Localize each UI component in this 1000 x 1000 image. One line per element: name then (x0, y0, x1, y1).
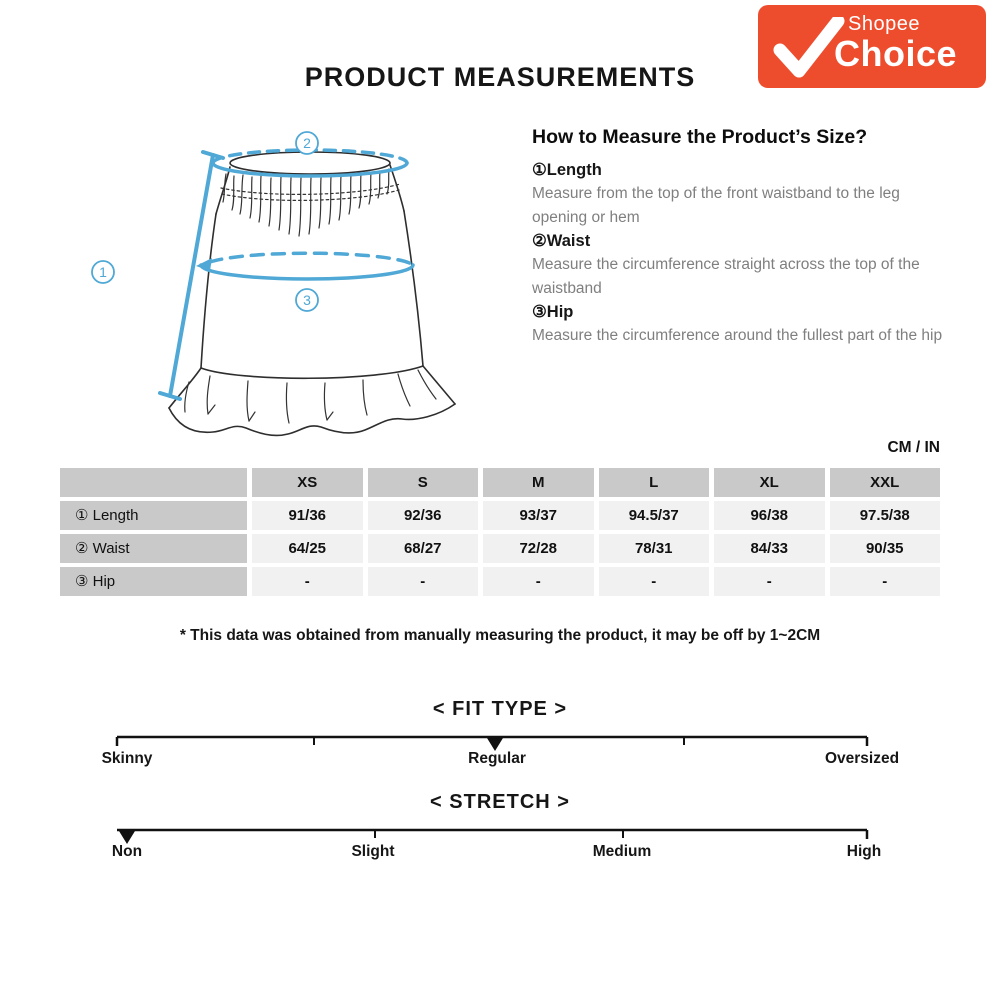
measure-guide-heading: How to Measure the Product’s Size? (532, 126, 868, 148)
length-s: 92/36 (368, 501, 479, 530)
table-header-s: S (368, 468, 479, 497)
guide-term-hip: ③Hip (532, 303, 574, 321)
table-header-l: L (599, 468, 710, 497)
hip-xxl: - (830, 567, 941, 596)
stretch-label-medium: Medium (592, 843, 652, 860)
table-header-xl: XL (714, 468, 825, 497)
skirt-measurement-diagram (58, 118, 478, 448)
measurement-disclaimer: * This data was obtained from manually measuring the product, it may be off by 1~2CM (179, 627, 821, 644)
callout-2-number: 2 (303, 135, 311, 151)
row-label-length: ① Length (60, 501, 247, 530)
waist-xs: 64/25 (252, 534, 363, 563)
hip-s: - (368, 567, 479, 596)
fit-type-label-oversized: Oversized (824, 750, 900, 767)
stretch-label-high: High (846, 843, 882, 860)
page-title: PRODUCT MEASUREMENTS (304, 62, 696, 92)
hip-xs: - (252, 567, 363, 596)
table-header-m: M (483, 468, 594, 497)
waist-m: 72/28 (483, 534, 594, 563)
callout-3-number: 3 (303, 292, 311, 308)
waist-xxl: 90/35 (830, 534, 941, 563)
length-xxl: 97.5/38 (830, 501, 941, 530)
logo-brand-bottom: Choice (834, 33, 958, 74)
callout-3 (296, 289, 318, 311)
fit-type-title: < FIT TYPE > (432, 698, 568, 720)
fit-type-label-regular: Regular (468, 750, 526, 767)
callout-1-number: 1 (99, 264, 107, 280)
hip-m: - (483, 567, 594, 596)
logo-brand-top: Shopee (848, 13, 920, 35)
measure-guide (532, 126, 946, 348)
guide-desc-hip: Measure the circumference around the fullest part of the hip (532, 327, 943, 344)
length-m: 93/37 (483, 501, 594, 530)
waist-l: 78/31 (599, 534, 710, 563)
hip-xl: - (714, 567, 825, 596)
callout-2 (296, 132, 318, 154)
guide-desc-waist: Measure the circumference straight across the top of the waistband (532, 256, 920, 297)
length-xl: 96/38 (714, 501, 825, 530)
units-label: CM / IN (887, 439, 940, 456)
hip-l: - (599, 567, 710, 596)
table-header-xxl: XXL (830, 468, 941, 497)
elastic-gathers (221, 169, 400, 236)
fit-type-label-skinny: Skinny (101, 750, 153, 767)
guide-term-waist: ②Waist (532, 232, 591, 250)
length-measure-line (160, 152, 223, 399)
table-header-empty (60, 468, 247, 497)
size-table (60, 468, 940, 596)
stretch-label-non: Non (111, 843, 143, 860)
guide-term-length: ①Length (532, 161, 602, 179)
waist-xl: 84/33 (714, 534, 825, 563)
callout-1 (92, 261, 114, 283)
waist-s: 68/27 (368, 534, 479, 563)
row-label-hip: ③ Hip (60, 567, 247, 596)
length-xs: 91/36 (252, 501, 363, 530)
guide-desc-length: Measure from the top of the front waistband to the leg opening or hem (532, 185, 900, 226)
row-label-waist: ② Waist (60, 534, 247, 563)
hip-measure-ellipse (196, 253, 413, 279)
stretch-label-slight: Slight (351, 843, 395, 860)
stretch-title: < STRETCH > (430, 791, 570, 813)
length-l: 94.5/37 (599, 501, 710, 530)
table-header-xs: XS (252, 468, 363, 497)
